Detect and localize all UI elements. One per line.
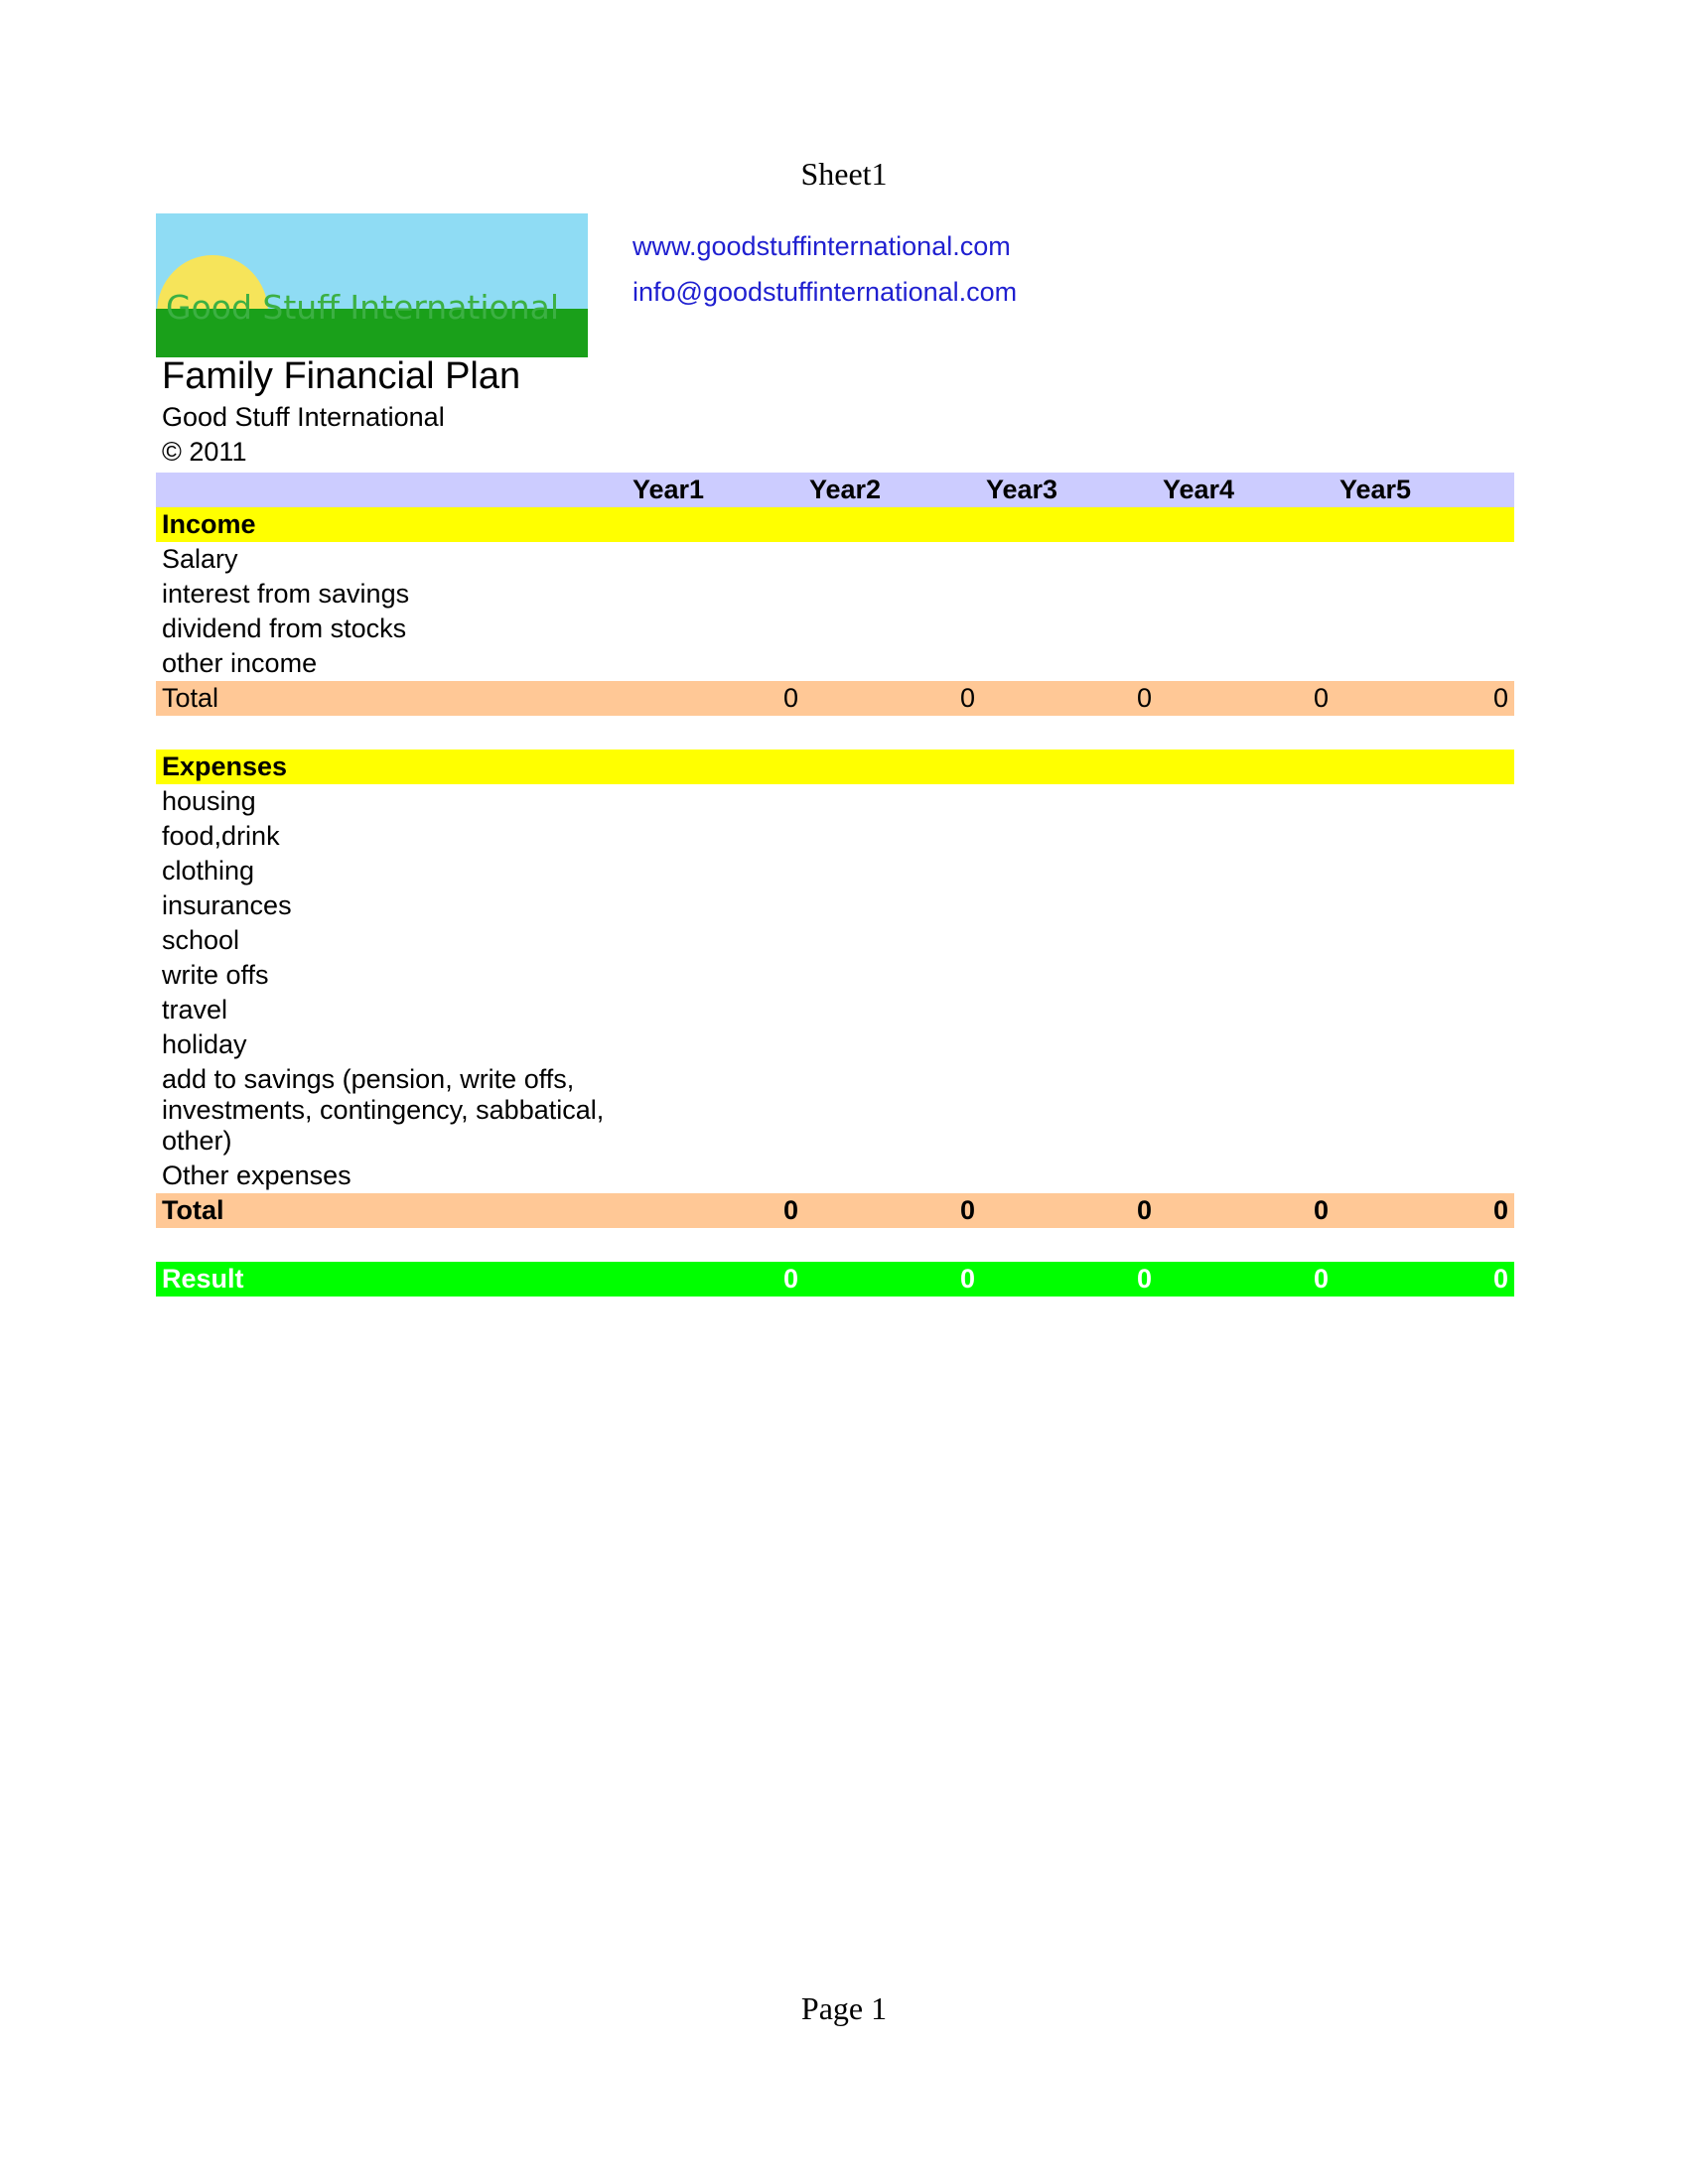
email-link[interactable]: info@goodstuffinternational.com [633, 277, 1018, 307]
section-label: Expenses [162, 751, 288, 781]
column-header: Year5 [1339, 475, 1412, 504]
table-row [156, 646, 1514, 681]
row-label: write offs [162, 960, 269, 990]
row-label: Result [162, 1264, 244, 1294]
section-label: Income [162, 509, 256, 539]
table-row [156, 993, 1514, 1027]
table-row [156, 1027, 1514, 1062]
website-link[interactable]: www.goodstuffinternational.com [633, 231, 1011, 261]
financial-plan-table [156, 473, 1514, 1297]
result-value: 0 [1136, 1264, 1152, 1294]
row-label: interest from savings [162, 579, 410, 609]
table-row [156, 784, 1514, 819]
table-row [156, 612, 1514, 646]
column-header: Year2 [809, 475, 882, 504]
table-row [156, 1062, 1514, 1159]
expenses-total-row [156, 1193, 1514, 1228]
table-row [156, 854, 1514, 888]
total-value: 0 [959, 683, 975, 713]
contact-links [633, 223, 1017, 315]
logo-text: Good Stuff International [166, 288, 560, 327]
copyright-line: © 2011 [162, 437, 247, 467]
row-label: dividend from stocks [162, 614, 407, 643]
row-label: travel [162, 995, 228, 1024]
total-value: 0 [1313, 683, 1329, 713]
company-logo [156, 213, 588, 357]
page-number: Page 1 [800, 1990, 888, 2026]
row-label: housing [162, 786, 256, 816]
expenses-section-header [156, 750, 1514, 784]
row-label: Salary [162, 544, 238, 574]
table-row [156, 577, 1514, 612]
column-header: Year4 [1163, 475, 1235, 504]
row-label: clothing [162, 856, 255, 886]
row-label: food,drink [162, 821, 280, 851]
total-value: 0 [1136, 1195, 1152, 1225]
row-label: Total [162, 683, 219, 713]
total-value: 0 [1492, 1195, 1508, 1225]
result-value: 0 [1492, 1264, 1508, 1294]
column-header: Year1 [633, 475, 705, 504]
total-value: 0 [1313, 1195, 1329, 1225]
table-row [156, 542, 1514, 577]
table-row [156, 923, 1514, 958]
row-label: Total [162, 1195, 224, 1225]
total-value: 0 [959, 1195, 975, 1225]
row-label: insurances [162, 890, 292, 920]
row-label: Other expenses [162, 1160, 352, 1190]
document-title: Family Financial Plan [162, 355, 521, 397]
result-value: 0 [782, 1264, 798, 1294]
spacer [156, 1228, 1514, 1262]
result-value: 0 [1313, 1264, 1329, 1294]
table-row [156, 1159, 1514, 1193]
result-row [156, 1262, 1514, 1297]
table-row [156, 819, 1514, 854]
table-row [156, 958, 1514, 993]
row-label: other income [162, 648, 318, 678]
row-label: school [162, 925, 240, 955]
spacer [156, 716, 1514, 750]
income-total-row [156, 681, 1514, 716]
column-header: Year3 [986, 475, 1058, 504]
year-header-row [156, 473, 1514, 507]
company-name: Good Stuff International [162, 402, 445, 432]
total-value: 0 [782, 683, 798, 713]
total-value: 0 [1136, 683, 1152, 713]
table-row [156, 888, 1514, 923]
row-label: add to savings (pension, write offs, investments, contingency, sabbatical, other) [162, 1064, 605, 1156]
total-value: 0 [782, 1195, 798, 1225]
total-value: 0 [1492, 683, 1508, 713]
sheet-title: Sheet1 [800, 156, 888, 192]
row-label: holiday [162, 1029, 247, 1059]
result-value: 0 [959, 1264, 975, 1294]
income-section-header [156, 507, 1514, 542]
